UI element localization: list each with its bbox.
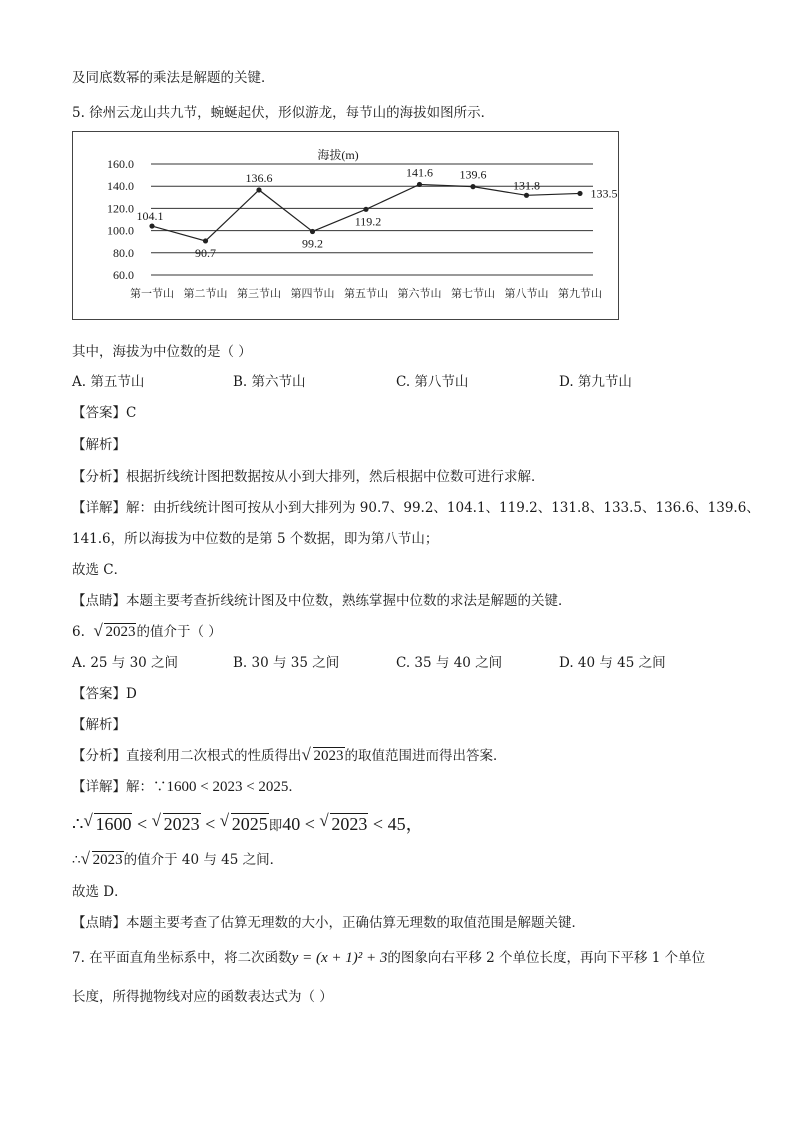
sqrt-2023: √ 2023 bbox=[319, 811, 368, 834]
conclusion-text: 的值介于 40 与 45 之间． bbox=[123, 852, 284, 868]
sqrt-expression: √ 2023 bbox=[80, 849, 123, 868]
x-category-label: 第二节山 bbox=[183, 287, 228, 300]
option-c: C. 第八节山 bbox=[396, 374, 469, 390]
data-label: 104.1 bbox=[136, 209, 164, 224]
data-point bbox=[363, 207, 368, 212]
x-category-label: 第六节山 bbox=[397, 287, 442, 300]
x-category-label: 第八节山 bbox=[504, 287, 549, 300]
radicand: 2023 bbox=[331, 814, 368, 834]
data-point bbox=[417, 182, 422, 187]
data-label: 141.6 bbox=[406, 165, 433, 180]
answer-row bbox=[72, 682, 137, 702]
option-d: D. 第九节山 bbox=[559, 374, 632, 390]
x-category-label: 第四节山 bbox=[290, 287, 335, 300]
question-6-stem bbox=[72, 620, 222, 641]
radicand: 2023 bbox=[105, 624, 136, 640]
ji-text: 即 bbox=[268, 818, 283, 833]
data-label: 139.6 bbox=[459, 167, 487, 182]
data-label: 133.5 bbox=[590, 186, 618, 201]
option-c: C. 35 与 40 之间 bbox=[396, 655, 503, 671]
question-5-options bbox=[0, 370, 794, 390]
radicand: 2025 bbox=[231, 814, 268, 834]
therefore-symbol: ∴ bbox=[72, 852, 81, 868]
comment-tag: 【点睛】 bbox=[72, 915, 126, 931]
y-tick-label: 120.0 bbox=[107, 201, 134, 216]
comma: ， bbox=[405, 814, 424, 834]
analysis-tag: 【解析】 bbox=[72, 717, 126, 733]
altitude-series-line bbox=[152, 184, 580, 240]
choose-line: 故选 C． bbox=[72, 562, 128, 578]
x-category-label: 第七节山 bbox=[451, 287, 495, 300]
therefore-symbol: ∴ bbox=[72, 814, 84, 834]
sqrt-expression: √ 2023 bbox=[301, 745, 344, 764]
comment-row bbox=[72, 589, 572, 609]
y-tick-label: 100.0 bbox=[107, 223, 134, 238]
answer-value: C bbox=[126, 405, 137, 421]
question-number: 6. bbox=[72, 624, 85, 640]
data-label: 90.7 bbox=[195, 245, 216, 260]
less-than-45: < 45 bbox=[368, 814, 406, 834]
chart-title: 海拔(m) bbox=[317, 148, 359, 162]
less-than: < bbox=[200, 814, 220, 834]
chart-canvas bbox=[73, 132, 620, 321]
answer-tag: 【答案】 bbox=[72, 405, 126, 421]
sqrt-1600: √ 1600 bbox=[83, 811, 132, 834]
option-b: B. 30 与 35 之间 bbox=[233, 655, 340, 671]
analysis-tag: 【解析】 bbox=[72, 437, 126, 453]
x-category-label: 第三节山 bbox=[237, 287, 281, 300]
fenxi-row bbox=[72, 465, 545, 485]
forty-less-than: 40 < bbox=[282, 814, 320, 834]
question-7-text-a: 7. 在平面直角坐标系中，将二次函数 bbox=[72, 950, 292, 966]
option-a: A. 第五节山 bbox=[72, 374, 145, 390]
less-than: < bbox=[132, 814, 152, 834]
question-7-stem bbox=[72, 946, 705, 967]
comment-row bbox=[72, 911, 585, 931]
altitude-line-chart bbox=[72, 131, 619, 320]
text-line: 及同底数幂的乘法是解题的关键． bbox=[72, 70, 275, 86]
option-b: B. 第六节山 bbox=[233, 374, 306, 390]
sqrt-2025: √ 2025 bbox=[219, 811, 268, 834]
x-category-label: 第一节山 bbox=[130, 287, 174, 300]
question-5-stem: 5. 徐州云龙山共九节，蜿蜒起伏，形似游龙，每节山的海拔如图所示． bbox=[72, 105, 495, 121]
answer-row bbox=[72, 401, 136, 421]
fenxi-text-b: 的取值范围进而得出答案． bbox=[344, 748, 507, 764]
data-point bbox=[149, 223, 154, 228]
y-tick-label: 60.0 bbox=[113, 268, 134, 282]
y-tick-label: 140.0 bbox=[107, 179, 134, 194]
data-point bbox=[524, 193, 529, 198]
answer-value: D bbox=[126, 686, 137, 702]
data-label: 119.2 bbox=[354, 214, 382, 229]
radicand: 2023 bbox=[163, 814, 200, 834]
data-point bbox=[577, 191, 582, 196]
fenxi-tag: 【分析】 bbox=[72, 469, 126, 485]
inequality-chain bbox=[72, 810, 424, 836]
fenxi-text: 根据折线统计图把数据按从小到大排列，然后根据中位数可进行求解． bbox=[126, 469, 545, 485]
y-tick-label: 80.0 bbox=[113, 245, 134, 260]
function-expression: y = (x + 1)² + 3 bbox=[291, 950, 388, 966]
question-6-rest: 的值介于（ ） bbox=[136, 624, 222, 640]
detail-row bbox=[72, 775, 302, 796]
period: ． bbox=[288, 779, 302, 795]
question-6-options bbox=[0, 651, 794, 671]
detail-row bbox=[72, 496, 760, 516]
answer-tag: 【答案】 bbox=[72, 686, 126, 702]
x-category-label: 第九节山 bbox=[558, 287, 602, 300]
data-label: 136.6 bbox=[245, 170, 273, 185]
radicand: 2023 bbox=[92, 852, 123, 868]
fenxi-tag: 【分析】 bbox=[72, 748, 126, 764]
detail-text: 解：由折线统计图可按从小到大排列为 90.7、99.2、104.1、119.2、131.8、133.5、136.6、139.6、 bbox=[126, 500, 760, 516]
detail-text: 解：∵ bbox=[126, 779, 167, 795]
question-7-text-b: 的图象向右平移 2 个单位长度，再向下平移 1 个单位 bbox=[387, 950, 706, 966]
comment-tag: 【点睛】 bbox=[72, 593, 126, 609]
option-d: D. 40 与 45 之间 bbox=[559, 655, 666, 671]
data-label: 99.2 bbox=[302, 236, 323, 251]
comment-text: 本题主要考查折线统计图及中位数，熟练掌握中位数的求法是解题的关键． bbox=[126, 593, 572, 609]
choose-line: 故选 D． bbox=[72, 884, 128, 900]
y-tick-label: 160.0 bbox=[107, 157, 134, 171]
data-point bbox=[310, 229, 315, 234]
inequality: 1600 < 2023 < 2025 bbox=[166, 779, 289, 795]
detail-continued: 141.6，所以海拔为中位数的是第 5 个数据，即为第八节山； bbox=[72, 531, 439, 547]
detail-tag: 【详解】 bbox=[72, 500, 126, 516]
fenxi-row bbox=[72, 744, 507, 765]
comment-text: 本题主要考查了估算无理数的大小，正确估算无理数的取值范围是解题关键． bbox=[126, 915, 585, 931]
conclusion-row bbox=[72, 848, 283, 869]
sqrt-expression: √ 2023 bbox=[93, 621, 136, 640]
sqrt-2023: √ 2023 bbox=[151, 811, 200, 834]
data-point bbox=[203, 238, 208, 243]
radicand: 2023 bbox=[313, 748, 344, 764]
data-label: 131.8 bbox=[513, 178, 540, 193]
data-point bbox=[256, 187, 261, 192]
x-category-label: 第五节山 bbox=[344, 287, 388, 300]
radicand: 1600 bbox=[95, 814, 132, 834]
question-7-continued: 长度，所得抛物线对应的函数表达式为（ ） bbox=[72, 989, 333, 1005]
fenxi-text-a: 直接利用二次根式的性质得出 bbox=[126, 748, 302, 764]
data-point bbox=[470, 184, 475, 189]
detail-tag: 【详解】 bbox=[72, 779, 126, 795]
option-a: A. 25 与 30 之间 bbox=[72, 655, 179, 671]
question-5-ask: 其中，海拔为中位数的是（ ） bbox=[72, 344, 252, 360]
